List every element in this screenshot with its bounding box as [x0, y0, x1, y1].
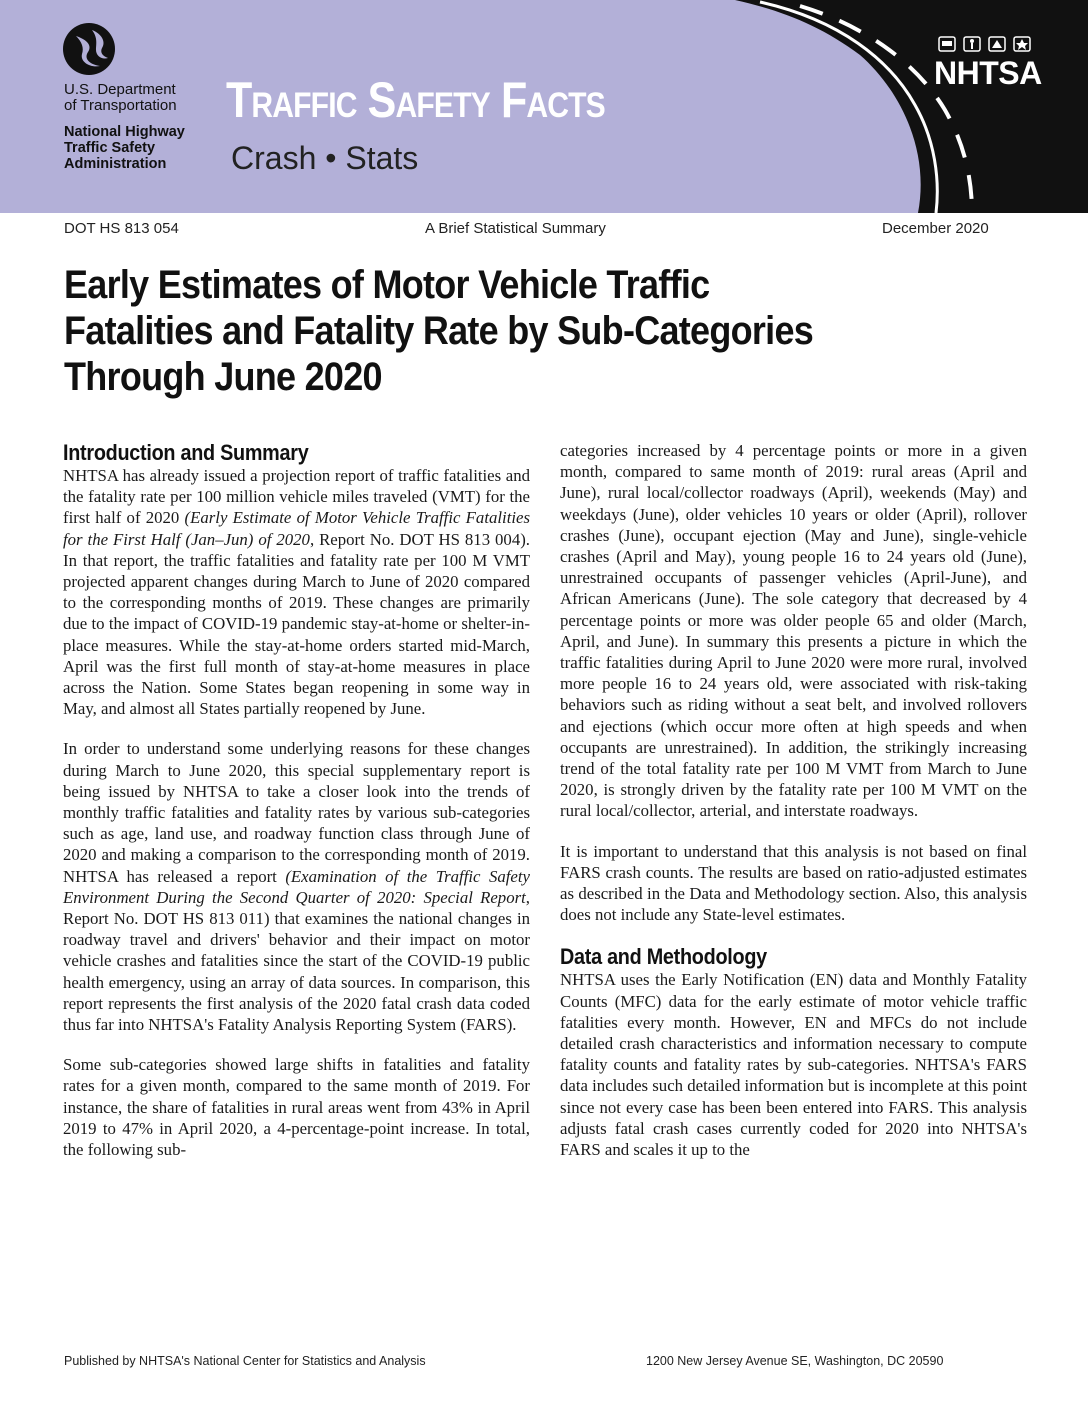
- agency-line-2: Traffic Safety: [64, 140, 156, 156]
- footer-publisher: Published by NHTSA's National Center for Statistics and Analysis: [64, 1354, 426, 1368]
- intro-p1-text-b: , Report No. DOT HS 813 004). In that report, the traffic fatalities and fatality rate per 100 M VMT projected apparent changes during March to June of 2020 compared to the corresponding months of 2019. These changes are primarily due to the impact of COVID-19 pandemic stay-at-home or shelter-in-place measures. While the stay-at-home orders started mid-March, April was the first full month of stay-at-home measures in place across the Nation. Some States began reopening in some way in May, and almost all States partially reopened by June.: [63, 529, 531, 719]
- document-title: [64, 262, 928, 400]
- intro-p1-report-title: (Early Estimate of Motor Vehicle Traffic Fatalities for the First Half (Jan–Jun) of 2020: [63, 508, 530, 549]
- series-subtitle: Crash • Stats: [231, 140, 419, 176]
- intro-paragraph-4: categories increased by 4 percentage points or more in a given month, compared to same month of 2019: rural areas (April and June), rural local/collector roadways (April), weekends (May) and weekdays (June), older vehicles 10 years or older (April), rollover crashes (June), occupant ejection (May and June), single-vehicle crashes (April and May), young people 16 to 24 years old (June), unrestrained occupants of passenger vehicles (April-June), and African Americans (June). The sole category that decreased by 4 percentage points or more was older people 65 and older (March, April, and June). In summary this presents a picture in which the traffic fatalities during April to June 2020 were more rural, involved more people 16 to 24 years old, were associated with risk-taking behaviors such as riding without a seat belt, and involved rollovers and ejections (which occur more often at high speeds and when occupants are unrestrained). In addition, the strikingly increasing trend of the total fatality rate per 100 M VMT from March to June 2020, is strongly driven by the fatality rate per 100 M VMT on the rural local/collector, arterial, and interstate roadways.: [560, 441, 1027, 821]
- agency-line-3: Administration: [64, 156, 167, 172]
- nhtsa-safety-icons: [938, 36, 1032, 52]
- data-paragraph-1: NHTSA uses the Early Notification (EN) data and Monthly Fatality Counts (MFC) data for the early estimate of motor vehicle traffic fatalities every month. However, EN and MFCs do not include detailed crash characteristics and information necessary to compute fatality counts and fatality rates by sub-categories. NHTSA's FARS data includes such detailed information but is incomplete at this point since not every case has been been entered into FARS. This analysis adjusts fatal crash cases currently coded for 2020 into NHTSA's FARS and scales it up to the: [560, 970, 1027, 1160]
- intro-heading: Introduction and Summary: [63, 440, 309, 465]
- masthead: [0, 0, 1088, 213]
- agency-name: [64, 124, 185, 172]
- series-title: Traffic Safety Facts: [226, 72, 605, 128]
- report-number: DOT HS 813 054: [64, 220, 179, 237]
- intro-p2-text-b: , Report No. DOT HS 813 011) that examines the national changes in roadway travel and drivers' behavior and their impact on motor vehicle crashes and fatalities since the start of the COVID-19 public health emergency, using an array of data sources. In comparison, this report represents the first analysis of the 2020 fatal crash data coded thus far into NHTSA's Fatality Analysis Reporting System (FARS).: [63, 887, 530, 1035]
- title-line-1: Early Estimates of Motor Vehicle Traffic: [64, 263, 710, 307]
- department-name: [64, 82, 177, 114]
- title-line-3: Through June 2020: [64, 355, 382, 399]
- report-date: December 2020: [882, 220, 989, 237]
- intro-p1-text-a: NHTSA has already issued a projection report of traffic fatalities and the fatality rate per 100 million vehicle miles traveled (VMT) for the first half of 2020: [63, 466, 530, 528]
- dot-logo-icon: [62, 22, 116, 76]
- intro-p2-report-title: (Examination of the Traffic Safety Environment During the Second Quarter of 2020: Special Report: [63, 866, 530, 907]
- intro-paragraph-5: It is important to understand that this analysis is not based on final FARS crash counts. The results are based on ratio-adjusted estimates as described in the Data and Methodology section. Also, this analysis does not include any State-level estimates.: [560, 841, 1027, 925]
- intro-paragraph-2: [63, 738, 530, 1035]
- intro-paragraph-3: Some sub-categories showed large shifts in fatalities and fatality rates for a given month, compared to the same month of 2019. For instance, the share of fatalities in rural areas went from 43% in April 2019 to 47% in April 2020, a 4-percentage-point increase. In total, the following sub-: [63, 1055, 530, 1160]
- right-column: [560, 440, 1027, 1179]
- nhtsa-logo: NHTSA: [934, 55, 1042, 91]
- data-methodology-heading: Data and Methodology: [560, 944, 767, 970]
- title-line-2: Fatalities and Fatality Rate by Sub-Categories: [64, 309, 814, 353]
- summary-type: A Brief Statistical Summary: [425, 220, 606, 237]
- intro-p2-text-a: In order to understand some underlying reasons for these changes during March to June 2020, this special supplementary report is being issued by NHTSA to take a closer look into the trends of monthly traffic fatalities and fatality rates by various sub-categories such as age, land use, and roadway function class through June of 2020 and making a comparison to the corresponding month of 2019. NHTSA has released a report: [63, 739, 530, 886]
- dept-line-2: of Transportation: [64, 97, 177, 114]
- dept-line-1: U.S. Department: [64, 81, 176, 98]
- footer-address: 1200 New Jersey Avenue SE, Washington, DC 20590: [646, 1354, 944, 1368]
- intro-paragraph-1: [63, 465, 530, 719]
- agency-line-1: National Highway: [64, 124, 185, 140]
- left-column: [63, 440, 530, 1179]
